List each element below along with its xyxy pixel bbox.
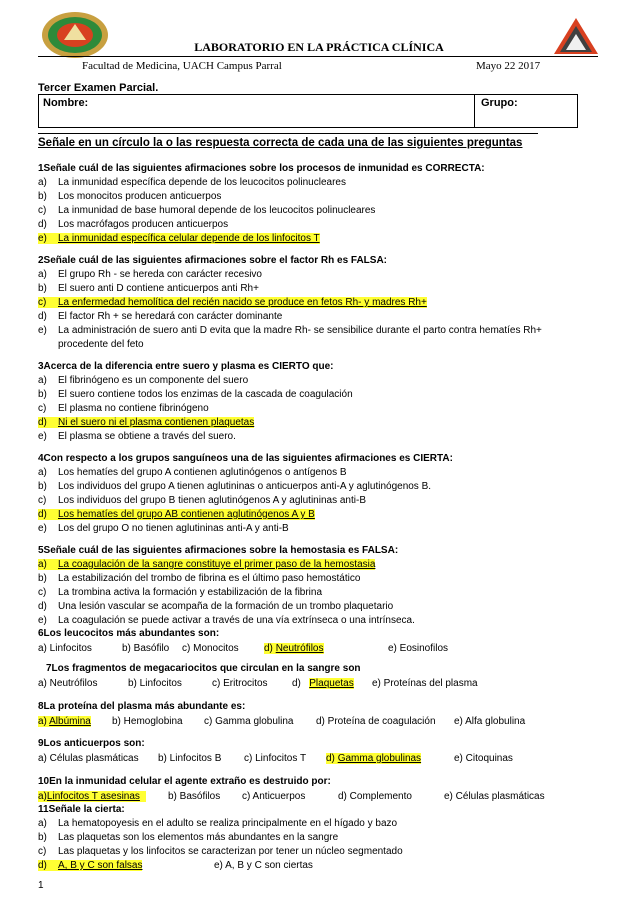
q5-option-a: a) La coagulación de la sangre constituye el primer paso de la hemostasia (38, 559, 376, 570)
q3-option-e: e) El plasma se obtiene a través del suero. (38, 431, 236, 442)
question-11: 11Señale la cierta: (38, 804, 125, 815)
q4-option-e: e) Los del grupo O no tienen aglutininas anti-A y anti-B (38, 523, 289, 534)
q7-option-e: e) Proteínas del plasma (372, 678, 478, 689)
q1-option-c: c) La inmunidad de base humoral depende de los leucocitos polinucleares (38, 205, 376, 216)
q7-option-c: c) Eritrocitos (212, 678, 268, 689)
question-3: 3Acerca de la diferencia entre suero y plasma es CIERTO que: (38, 361, 334, 372)
q10-option-c: c) Anticuerpos (242, 791, 306, 802)
q4-option-b: b) Los individuos del grupo A tienen aglutininas o anticuerpos anti-A y aglutinógenos B. (38, 481, 432, 492)
q1-option-d: d) Los macrófagos producen anticuerpos (38, 219, 229, 230)
q3-option-b: b) El suero contiene todos los enzimas de la cascada de coagulación (38, 389, 353, 400)
name-label: Nombre: (43, 97, 89, 109)
q11-option-b: b) Las plaquetas son los elementos más abundantes en la sangre (38, 832, 339, 843)
exam-title: Tercer Examen Parcial. (38, 82, 159, 94)
q8-option-b: b) Hemoglobina (112, 716, 183, 727)
question-5: 5Señale cuál de las siguientes afirmaciones sobre la hemostasia es FALSA: (38, 545, 399, 556)
q11-option-a: a) La hematopoyesis en el adulto se realiza principalmente en el hígado y bazo (38, 818, 398, 829)
q7-option-a: a) Neutrófilos (38, 678, 98, 689)
header-divider (38, 56, 598, 57)
q10-option-e: e) Células plasmáticas (444, 791, 545, 802)
q9-option-a: a) Células plasmáticas (38, 753, 139, 764)
q11-option-d: d) A, B y C son falsas (38, 860, 143, 871)
q8-option-d: d) Proteína de coagulación (316, 716, 436, 727)
page-number: 1 (38, 880, 44, 891)
group-label: Grupo: (481, 97, 518, 109)
exam-date: Mayo 22 2017 (476, 60, 541, 72)
q8-option-a: a) Albúmina (38, 716, 91, 727)
q2-option-c: c) La enfermedad hemolítica del recién nacido se produce en fetos Rh- y madres Rh+ (38, 297, 427, 308)
q9-option-d: d) Gamma globulinas (326, 753, 422, 764)
q7-option-b: b) Linfocitos (128, 678, 182, 689)
question-2: 2Señale cuál de las siguientes afirmaciones sobre el factor Rh es FALSA: (38, 255, 388, 266)
q10-option-d: d) Complemento (338, 791, 412, 802)
q2-option-d: d) El factor Rh + se heredará con carácter dominante (38, 311, 283, 322)
question-9: 9Los anticuerpos son: (38, 738, 145, 749)
q6-option-c: c) Monocitos (182, 643, 239, 654)
q2-option-e-continued: procedente del feto (58, 339, 144, 350)
q4-option-a: a) Los hematíes del grupo A contienen aglutinógenos o antígenos B (38, 467, 347, 478)
q7-option-d: d) Plaquetas (292, 678, 354, 689)
instruction-text: Señale en un círculo la o las respuesta correcta de cada una de las siguientes preguntas (38, 137, 523, 149)
q10-option-a: a)Linfocitos T asesinas (38, 791, 146, 802)
question-4: 4Con respecto a los grupos sanguíneos una de las siguientes afirmaciones es CIERTA: (38, 453, 453, 464)
instruction-rule (38, 133, 538, 134)
q6-option-b: b) Basófilo (122, 643, 170, 654)
q8-option-e: e) Alfa globulina (454, 716, 526, 727)
q9-option-b: b) Linfocitos B (158, 753, 222, 764)
q8-option-c: c) Gamma globulina (204, 716, 294, 727)
q1-option-e: e) La inmunidad específica celular depende de los linfocitos T (38, 233, 320, 244)
q5-option-e: e) La coagulación se puede activar a través de una vía extrínseca o una intrínseca. (38, 615, 415, 626)
name-group-box (38, 94, 578, 128)
q9-option-c: c) Linfocitos T (244, 753, 307, 764)
q1-option-a: a) La inmunidad específica depende de los leucocitos polinucleares (38, 177, 346, 188)
q4-option-c: c) Los individuos del grupo B tienen aglutinógenos A y aglutininas anti-B (38, 495, 366, 506)
box-divider (474, 95, 475, 127)
q11-option-c: c) Las plaquetas y los linfocitos se caracterizan por tener un núcleo segmentado (38, 846, 403, 857)
q1-option-b: b) Los monocitos producen anticuerpos (38, 191, 222, 202)
q3-option-c: c) El plasma no contiene fibrinógeno (38, 403, 209, 414)
question-8: 8La proteína del plasma más abundante es: (38, 701, 246, 712)
question-6: 6Los leucocitos más abundantes son: (38, 628, 220, 639)
q10-option-b: b) Basófilos (168, 791, 221, 802)
q11-option-e: e) A, B y C son ciertas (214, 860, 313, 871)
q4-option-d: d) Los hematíes del grupo AB contienen aglutinógenos A y B (38, 509, 315, 520)
document-title: LABORATORIO EN LA PRÁCTICA CLÍNICA (194, 40, 444, 54)
q6-option-e: e) Eosinofilos (388, 643, 449, 654)
q5-option-c: c) La trombina activa la formación y estabilización de la fibrina (38, 587, 323, 598)
q6-option-d: d) Neutrófilos (264, 643, 324, 654)
question-7: 7Los fragmentos de megacariocitos que circulan en la sangre son (46, 663, 361, 674)
faculty-subtitle: Facultad de Medicina, UACH Campus Parral (82, 60, 282, 72)
q5-option-b: b) La estabilización del trombo de fibrina es el último paso hemostático (38, 573, 361, 584)
question-1: 1Señale cuál de las siguientes afirmaciones sobre los procesos de inmunidad es CORRECTA: (38, 163, 485, 174)
question-10: 10En la inmunidad celular el agente extraño es destruido por: (38, 776, 331, 787)
q2-option-a: a) El grupo Rh - se hereda con carácter recesivo (38, 269, 262, 280)
q2-option-e: e) La administración de suero anti D evita que la madre Rh- se sensibilice durante el parto contra hematíes Rh+ (38, 325, 542, 336)
q3-option-d: d) Ni el suero ni el plasma contienen plaquetas (38, 417, 255, 428)
q9-option-e: e) Citoquinas (454, 753, 513, 764)
q2-option-b: b) El suero anti D contiene anticuerpos anti Rh+ (38, 283, 259, 294)
q6-option-a: a) Linfocitos (38, 643, 92, 654)
q5-option-d: d) Una lesión vascular se acompaña de la formación de un trombo plaquetario (38, 601, 394, 612)
q3-option-a: a) El fibrinógeno es un componente del suero (38, 375, 249, 386)
